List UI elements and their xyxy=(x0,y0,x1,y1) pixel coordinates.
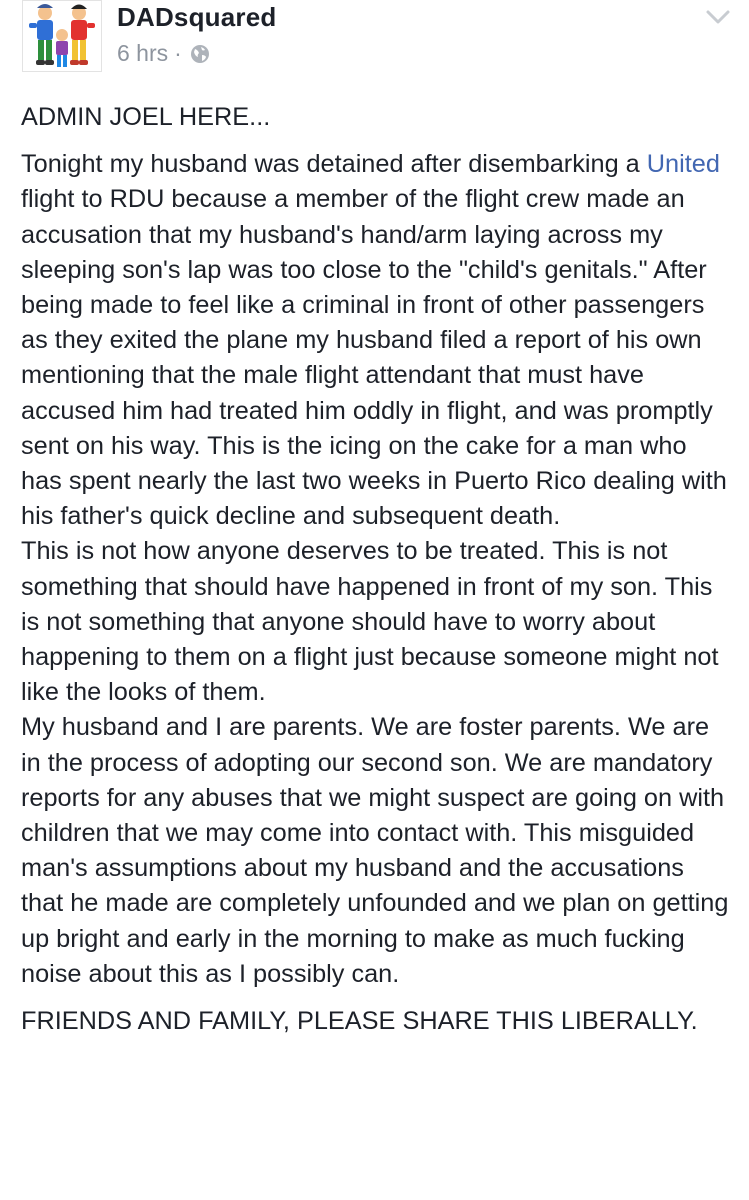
post-paragraph-3: My husband and I are parents. We are foster parents. We are in the process of adopting our second son. We are mandatory reports for any abuses that we might suspect are going on with children that we may come into contact with. This misguided man's assumptions about my husband and the accusations that he made are completely unfounded and we plan on getting up bright and early in the morning to make as much fucking noise about this as I possibly can. xyxy=(21,713,729,988)
post-meta xyxy=(117,40,210,67)
post-timestamp[interactable]: 6 hrs xyxy=(117,40,169,66)
admin-line: ADMIN JOEL HERE... xyxy=(21,103,271,131)
paragraph-1-text-start: Tonight my husband was detained after disembarking a xyxy=(21,150,647,179)
united-link[interactable]: United xyxy=(646,150,720,179)
post-paragraph-2: This is not how anyone deserves to be treated. This is not something that should have happened in front of my son. This is not something that anyone should have to worry about happening to them on a flight just because someone might not like the looks of them. xyxy=(21,537,719,707)
globe-icon[interactable] xyxy=(190,44,210,64)
page-avatar[interactable] xyxy=(22,0,102,72)
closing-line: FRIENDS AND FAMILY, PLEASE SHARE THIS LIBERALLY. xyxy=(21,1007,698,1036)
paragraph-1-text-end: flight to RDU because a member of the flight crew made an accusation that my husband's hand/arm laying across my sleeping son's lap was too close to the "child's genitals." After being made to feel like a criminal in front of other passengers as they exited the plane my husband filed a report of his own mentioning that the male flight attendant that must have accused him had treated him oddly in flight, and was promptly sent on his way. This is the icing on the cake for a man who has spent nearly the last two weeks in Puerto Rico dealing with his father's quick decline and subsequent death. xyxy=(21,185,727,531)
page-name-link[interactable]: DADsquared xyxy=(117,2,277,32)
meta-separator: · xyxy=(174,40,182,66)
post-paragraph-1 xyxy=(21,147,733,534)
chevron-down-icon[interactable] xyxy=(705,6,731,28)
post-body xyxy=(21,100,733,1039)
family-logo-icon xyxy=(23,1,102,72)
